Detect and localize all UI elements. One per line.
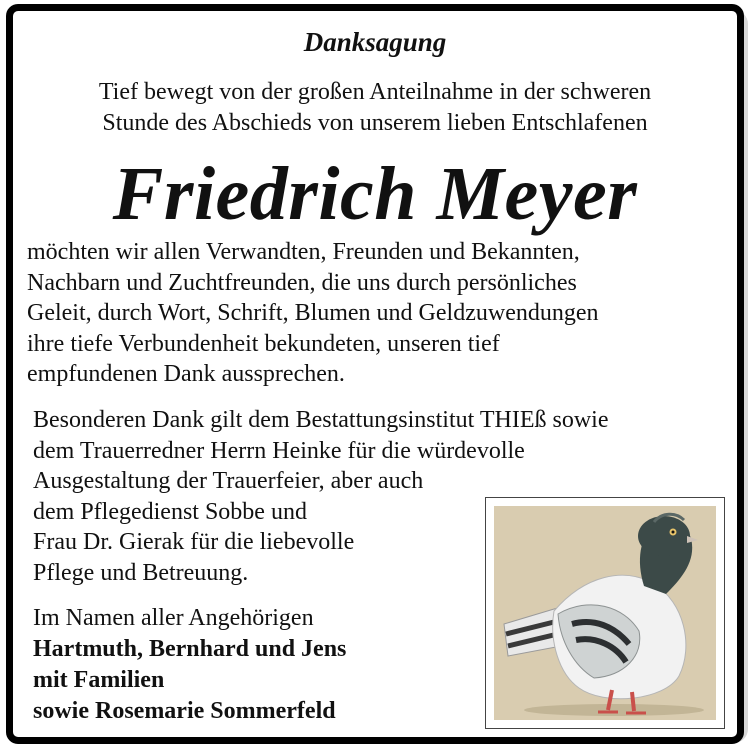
intro-line: Tief bewegt von der großen Anteilnahme in der schweren (98, 79, 652, 105)
signature-block (33, 603, 473, 727)
paragraph-line: ihre tiefe Verbundenheit bekundeten, unseren tief (27, 330, 500, 357)
thanks-paragraph (27, 237, 727, 390)
pigeon-photo (485, 497, 725, 729)
paragraph-line: dem Pflegedienst Sobbe und (33, 498, 307, 525)
paragraph-line: Nachbarn und Zuchtfreunden, die uns durch persönliches (27, 269, 577, 296)
paragraph-line: dem Trauerredner Herrn Heinke für die würdevolle (33, 437, 525, 464)
paragraph-line: Ausgestaltung der Trauerfeier, aber auch (33, 468, 424, 494)
intro-text (13, 77, 737, 139)
intro-line: Stunde des Abschieds von unserem lieben Entschlafenen (102, 110, 648, 136)
signature-intro: Im Namen aller Angehörigen (33, 605, 314, 631)
signature-name: mit Familien (33, 667, 165, 693)
paragraph-line: Frau Dr. Gierak für die liebevolle (33, 529, 355, 555)
signature-name: Hartmuth, Bernhard und Jens (33, 636, 347, 662)
paragraph-line: Pflege und Betreuung. (33, 559, 249, 586)
paragraph-line: Besonderen Dank gilt dem Bestattungsinstitut THIEß sowie (33, 407, 609, 433)
paragraph-line: Geleit, durch Wort, Schrift, Blumen und Geldzuwendungen (27, 300, 599, 326)
deceased-name: Friedrich Meyer (112, 152, 638, 236)
pigeon-photo-icon (494, 506, 716, 720)
heading: Danksagung (303, 27, 447, 57)
paragraph-line: möchten wir allen Verwandten, Freunden und Bekannten, (27, 239, 580, 265)
signature-name: sowie Rosemarie Sommerfeld (33, 698, 336, 724)
obituary-card (6, 4, 744, 744)
paragraph-line: empfundenen Dank aussprechen. (27, 361, 345, 387)
